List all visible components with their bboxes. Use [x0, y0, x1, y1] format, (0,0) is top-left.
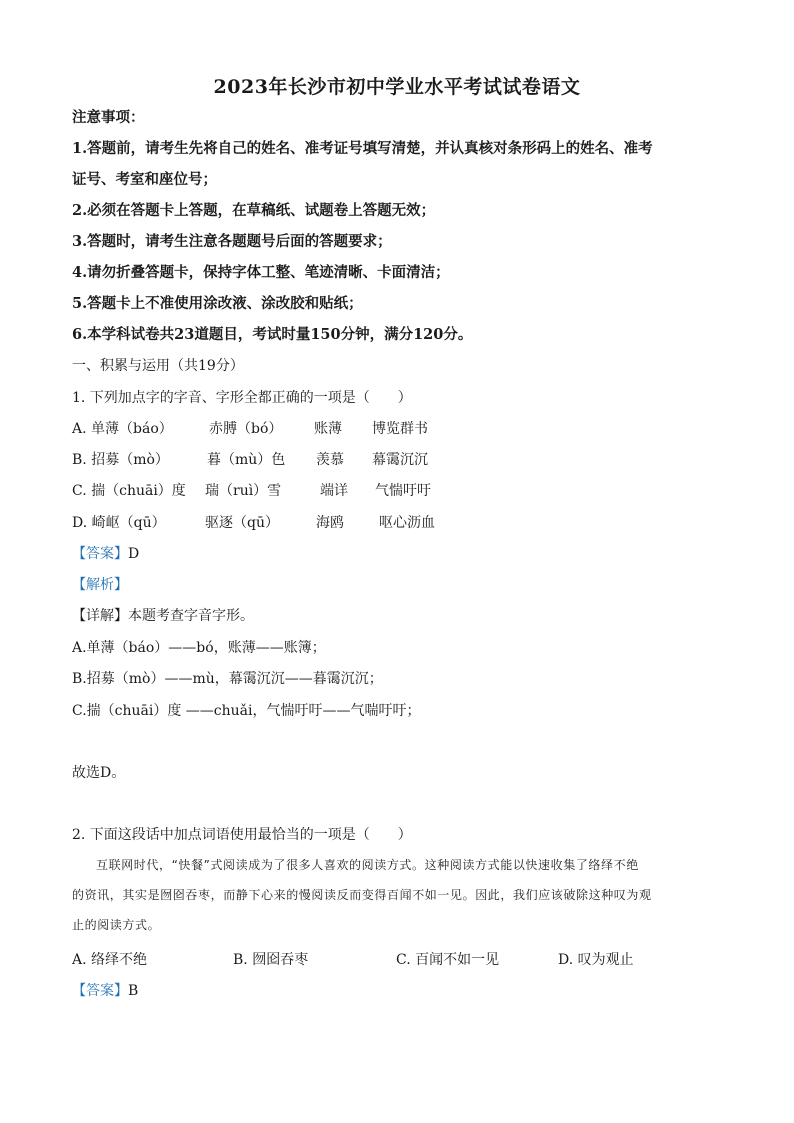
- question-1-stem: 1. 下列加点字的字音、字形全都正确的一项是（ ）: [72, 390, 412, 406]
- q1-option-c-2: 瑞（ruì）雪: [205, 483, 282, 499]
- answer-tag: 【答案】: [72, 983, 128, 999]
- q1-option-a-2: 赤膊（bó）: [209, 421, 283, 437]
- q1-option-c-3: 端详: [320, 483, 348, 499]
- detail-tag: 【详解】: [72, 608, 128, 624]
- answer-value: D: [128, 546, 140, 562]
- notice-heading: 注意事项：: [72, 109, 145, 126]
- q2-option-b: B. 囫囵吞枣: [233, 952, 309, 968]
- q2-answer: [72, 982, 138, 1000]
- passage-line: 的资讯，其实是囫囵吞枣，而静下心来的慢阅读反而变得百闻不如一见。因此，我们应该破除这种叹为观: [72, 888, 652, 902]
- q1-option-b-3: 羡慕: [316, 452, 344, 468]
- analysis-tag: 【解析】: [72, 577, 128, 593]
- q2-option-c: C. 百闻不如一见: [396, 952, 500, 968]
- answer-tag: 【答案】: [72, 546, 128, 562]
- section-heading: 一、积累与运用（共19分）: [72, 358, 244, 374]
- q1-option-b-4: 幕霭沉沉: [372, 452, 428, 468]
- passage-line: 止的阅读方式。: [72, 918, 161, 932]
- q1-explanation-line: B.招募（mò）——mù，幕霭沉沉——暮霭沉沉；: [72, 671, 383, 687]
- answer-value: B: [128, 983, 139, 999]
- question-2-stem: 2. 下面这段话中加点词语使用最恰当的一项是（ ）: [72, 827, 412, 843]
- notice-item: 6.本学科试卷共23道题目，考试时量150分钟，满分120分。: [72, 326, 473, 343]
- notice-item: 1.答题前，请考生先将自己的姓名、准考证号填写清楚，并认真核对条形码上的姓名、准考: [72, 140, 653, 157]
- q1-option-b-2: 暮（mù）色: [207, 452, 286, 468]
- q1-conclusion: 故选D。: [72, 765, 126, 781]
- q1-option-a-4: 博览群书: [372, 421, 428, 437]
- notice-item: 3.答题时，请考生注意各题题号后面的答题要求；: [72, 233, 392, 250]
- passage-line: 互联网时代，“快餐”式阅读成为了很多人喜欢的阅读方式。这种阅读方式能以快速收集了络绎不绝: [96, 858, 639, 872]
- q1-analysis-tag: [72, 576, 128, 594]
- q1-option-b-1: B. 招募（mò）: [72, 452, 169, 468]
- q1-detail: [72, 607, 254, 625]
- q2-option-d: D. 叹为观止: [558, 952, 634, 968]
- notice-item: 4.请勿折叠答题卡，保持字体工整、笔迹清晰、卡面清洁；: [72, 264, 450, 281]
- q1-answer: [72, 545, 139, 563]
- q1-explanation-line: C.揣（chuāi）度 ——chuǎi，气惴吁吁——气喘吁吁；: [72, 703, 421, 719]
- q1-option-d-3: 海鸥: [316, 515, 344, 531]
- notice-item: 2.必须在答题卡上答题，在草稿纸、试题卷上答题无效；: [72, 202, 436, 219]
- q2-option-a: A. 络绎不绝: [72, 952, 148, 968]
- q1-option-d-1: D. 崎岖（qū）: [72, 515, 166, 531]
- q2-passage: [72, 850, 724, 940]
- q1-option-c-1: C. 揣（chuāi）度: [72, 483, 186, 499]
- notice-item: 证号、考室和座位号；: [72, 171, 217, 188]
- q1-option-a-1: A. 单薄（báo）: [72, 421, 173, 437]
- q1-option-d-2: 驱逐（qū）: [205, 515, 279, 531]
- q1-option-c-4: 气惴吁吁: [375, 483, 431, 499]
- detail-text: 本题考查字音字形。: [128, 608, 254, 624]
- q1-explanation-line: A.单薄（báo）——bó，账薄——账簿；: [72, 640, 326, 656]
- page-title: 2023年长沙市初中学业水平考试试卷语文: [213, 76, 581, 98]
- q1-option-d-4: 呕心沥血: [379, 515, 435, 531]
- q1-option-a-3: 账薄: [314, 421, 342, 437]
- notice-item: 5.答题卡上不准使用涂改液、涂改胶和贴纸；: [72, 295, 363, 312]
